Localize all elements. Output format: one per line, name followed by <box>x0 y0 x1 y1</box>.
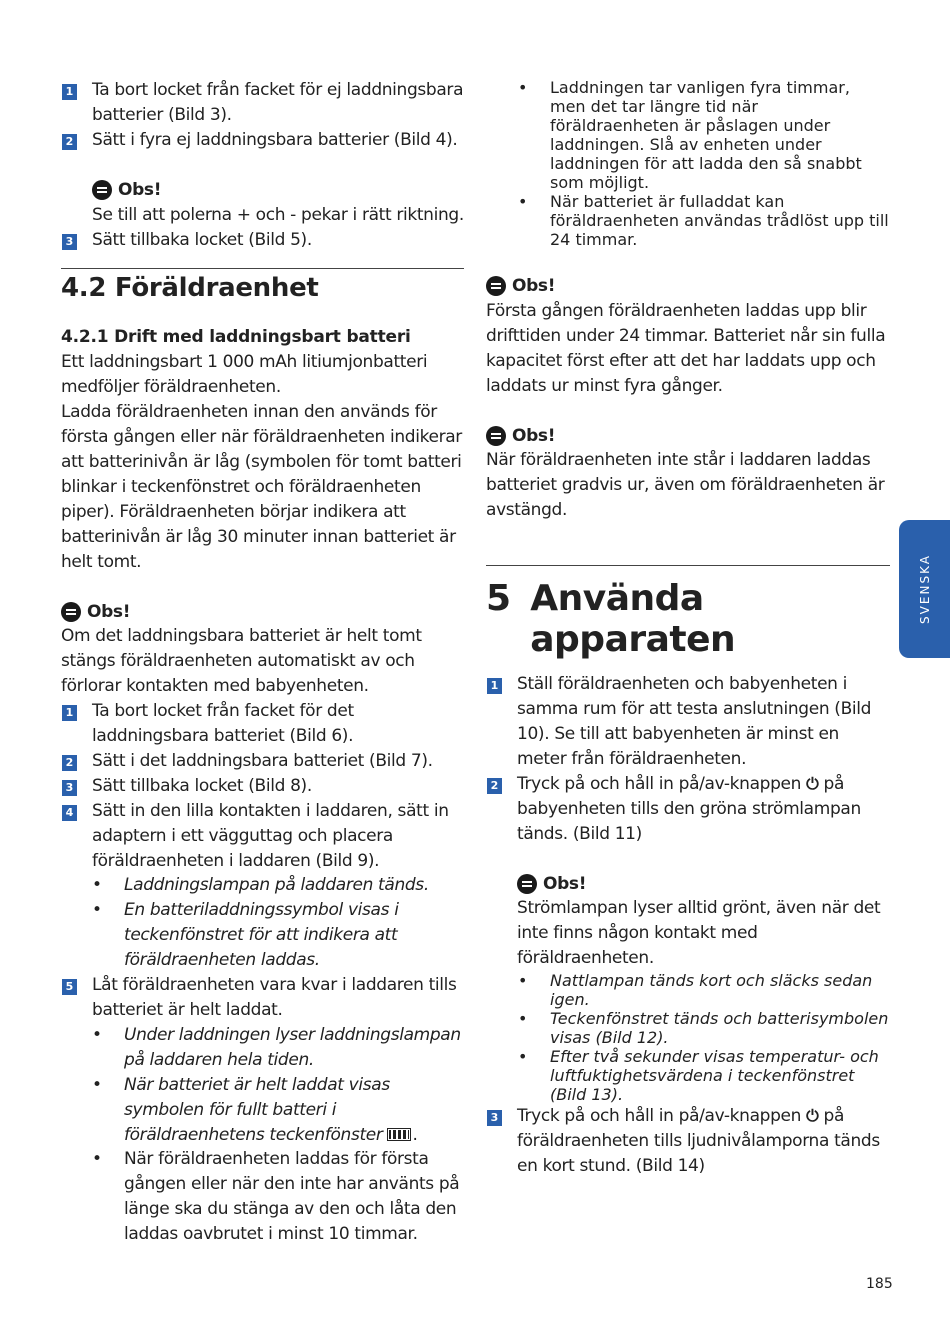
list-item <box>61 873 464 898</box>
bullet-text: Under laddningen lyser laddningslampan på laddaren hela tiden. <box>124 1024 461 1070</box>
period: . <box>412 1124 418 1145</box>
bullet: • <box>518 971 528 991</box>
step-text: Låt föräldraenheten vara kvar i laddaren tills batteriet är helt laddat. <box>92 975 457 1020</box>
note-label: Obs! <box>87 601 131 622</box>
note-icon <box>517 874 537 894</box>
note-text: När föräldraenheten inte står i laddaren laddas batteriet gradvis ur, även om föräldraenheten är avstängd. <box>486 450 885 521</box>
note-heading <box>486 872 890 897</box>
note-icon <box>486 426 506 446</box>
right-column <box>486 78 890 1179</box>
step-text: Ställ föräldraenheten och babyenheten i samma rum för att testa anslutningen (Bild 10). Se till att babyenheten är minst en meter från föräldraenheten. <box>517 674 872 769</box>
bullet-text: Nattlampan tänds kort och släcks sedan igen. <box>550 971 873 1010</box>
bullet: • <box>518 1009 528 1029</box>
paragraph: Ladda föräldraenheten innan den används för första gången eller när föräldraenheten indikerar att batterinivån är låg (symbolen för tomt batteri blinkar i teckenfönstret och föräldraenheten piper). Föräldraenheten börjar indikera att batterinivån är låg 30 minuter innan batteriet är helt tomt. <box>61 402 462 572</box>
bullet-text: Teckenfönstret tänds och batterisymbolen visas (Bild 12). <box>550 1009 889 1048</box>
step-text: Ta bort locket från facket för ej laddningsbara batterier (Bild 3). <box>92 80 464 125</box>
full-battery-icon <box>387 1128 411 1141</box>
list-item <box>486 1009 890 1047</box>
power-icon: ⏻ <box>806 1106 819 1126</box>
step-number-badge: 3 <box>62 234 77 250</box>
note-heading <box>486 424 890 449</box>
step-a2 <box>61 128 464 153</box>
list-item <box>61 1147 464 1247</box>
bullet-text: När batteriet är fulladdat kan föräldraenheten användas trådlöst upp till 24 timmar. <box>550 192 889 249</box>
note-text: Om det laddningsbara batteriet är helt tomt stängs föräldraenheten automatiskt av och förlorar kontakten med babyenheten. <box>61 626 422 697</box>
step-r2 <box>486 772 890 847</box>
list-item <box>486 1047 890 1104</box>
bullet-text: När föräldraenheten laddas för första gången eller när den inte har använts på länge ska du stänga av den och låta den laddas oavbrutet i minst 10 timmar. <box>124 1149 460 1245</box>
step-number-badge: 2 <box>487 778 502 794</box>
bullet: • <box>518 192 528 211</box>
note-text: Se till att polerna + och - pekar i rätt riktning. <box>92 204 464 225</box>
step-text: på babyenheten tills den gröna strömlampan tänds. (Bild 11) <box>517 773 861 844</box>
bullet-text: Laddningslampan på laddaren tänds. <box>124 875 429 896</box>
section-divider <box>61 268 464 269</box>
step-b5 <box>61 973 464 1023</box>
note-text: Första gången föräldraenheten laddas upp blir drifttiden under 24 timmar. Batteriet når sin fulla kapacitet först efter att det har laddats upp och laddats ur minst fyra gånger. <box>486 300 886 396</box>
step-b3 <box>61 774 464 799</box>
step-b1 <box>61 699 464 749</box>
step-number-badge: 3 <box>62 780 77 796</box>
step-r3 <box>486 1104 890 1179</box>
step-number-badge: 5 <box>62 979 77 995</box>
step-text: Sätt in den lilla kontakten i laddaren, sätt in adaptern i ett vägguttag och placera föräldraenheten i laddaren (Bild 9). <box>92 800 449 871</box>
language-tab-label: SVENSKA <box>917 554 932 624</box>
bullet: • <box>92 900 102 921</box>
list-item <box>61 898 464 973</box>
power-icon: ⏻ <box>806 773 819 793</box>
step-text: Tryck på och håll in på/av-knappen <box>517 773 802 794</box>
subsection-title: 4.2.1 Drift med laddningsbart batteri <box>61 327 411 348</box>
page-number: 185 <box>866 1276 893 1292</box>
section-title: 4.2 Föräldraenhet <box>61 273 319 304</box>
step-number-badge: 2 <box>62 755 77 771</box>
note-icon <box>92 180 112 200</box>
step-a1 <box>61 78 464 128</box>
list-item <box>486 971 890 1009</box>
step-r1 <box>486 672 890 772</box>
chapter-divider <box>486 565 890 566</box>
bullet: • <box>92 1074 102 1095</box>
left-column <box>61 78 464 1247</box>
language-tab <box>899 520 950 658</box>
bullet-text: Laddningen tar vanligen fyra timmar, men det tar längre tid när föräldraenheten är påslagen under laddningen. Slå av enheten under laddningen för att ladda den så snabbt som möjligt. <box>550 78 862 192</box>
list-item <box>61 1023 464 1073</box>
step-text: på föräldraenheten tills ljudnivålamporna tänds en kort stund. (Bild 14) <box>517 1106 880 1176</box>
step-number-badge: 4 <box>62 805 77 821</box>
paragraph: Ett laddningsbart 1 000 mAh litiumjonbatteri medföljer föräldraenheten. <box>61 352 428 398</box>
note-label: Obs! <box>512 276 556 296</box>
step-text: Sätt i det laddningsbara batteriet (Bild 7). <box>92 750 433 771</box>
note-label: Obs! <box>512 425 556 446</box>
bullet: • <box>92 875 102 896</box>
step-a3 <box>61 228 464 253</box>
list-item <box>486 192 890 249</box>
note-heading <box>61 600 464 625</box>
step-number-badge: 1 <box>62 84 77 100</box>
step-text: Tryck på och håll in på/av-knappen <box>517 1106 802 1127</box>
step-text: Ta bort locket från facket för det laddningsbara batteriet (Bild 6). <box>92 701 354 747</box>
step-text: Sätt tillbaka locket (Bild 5). <box>92 229 312 250</box>
bullet: • <box>92 1149 102 1170</box>
step-b4 <box>61 799 464 874</box>
step-number-badge: 1 <box>62 705 77 721</box>
bullet-text: När batteriet är helt laddat visas symbolen för fullt batteri i föräldraenhetens teckenfönster <box>124 1074 390 1145</box>
bullet: • <box>518 1047 528 1067</box>
step-text: Sätt i fyra ej laddningsbara batterier (Bild 4). <box>92 129 458 150</box>
bullet: • <box>92 1024 102 1045</box>
list-item <box>486 78 890 192</box>
bullet-text: En batteriladdningssymbol visas i teckenfönstret för att indikera att föräldraenheten laddas. <box>124 900 399 971</box>
chapter-title: Använda apparaten <box>530 578 736 661</box>
step-number-badge: 3 <box>487 1110 502 1126</box>
note-text: Strömlampan lyser alltid grönt, även när det inte finns någon kontakt med föräldraenheten. <box>517 898 881 969</box>
chapter-number: 5 <box>486 578 511 620</box>
bullet-text: Efter två sekunder visas temperatur- och luftfuktighetsvärdena i teckenfönstret (Bild 13). <box>550 1047 879 1105</box>
step-text: Sätt tillbaka locket (Bild 8). <box>92 775 312 796</box>
note-heading <box>61 178 464 203</box>
bullet: • <box>518 78 528 97</box>
step-number-badge: 1 <box>487 678 502 694</box>
chapter-heading <box>486 578 890 660</box>
list-item <box>61 1073 464 1148</box>
note-label: Obs! <box>543 873 587 894</box>
step-number-badge: 2 <box>62 134 77 150</box>
note-label: Obs! <box>118 179 162 200</box>
note-icon <box>61 602 81 622</box>
note-heading <box>486 274 890 299</box>
step-b2 <box>61 749 464 774</box>
note-icon <box>486 276 506 296</box>
